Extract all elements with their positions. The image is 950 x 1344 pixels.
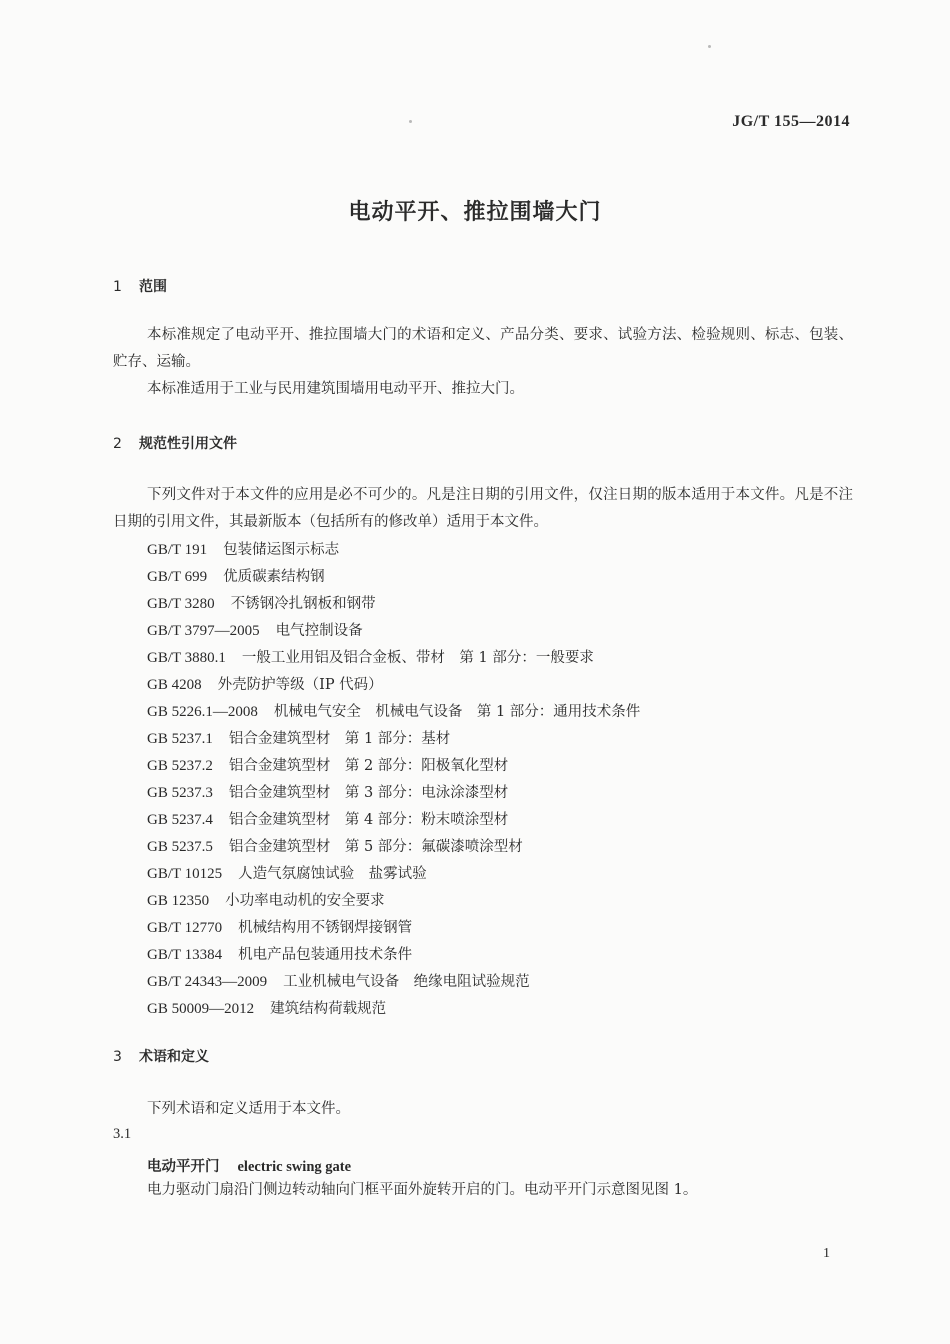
reference-code: GB/T 10125 xyxy=(147,866,223,882)
reference-item xyxy=(147,888,640,915)
reference-code: GB 5237.1 xyxy=(147,731,213,747)
reference-item xyxy=(147,834,640,861)
reference-code: GB/T 3880.1 xyxy=(147,650,226,666)
section-title: 术语和定义 xyxy=(139,1049,209,1065)
reference-code: GB/T 3280 xyxy=(147,596,215,612)
reference-item xyxy=(147,807,640,834)
section-1-heading xyxy=(113,276,167,296)
reference-name: 一般工业用铝及铝合金板、带材 第 1 部分：一般要求 xyxy=(241,650,594,666)
clause-number: 3.1 xyxy=(113,1126,132,1142)
reference-code: GB 5237.2 xyxy=(147,758,213,774)
section-title: 范围 xyxy=(139,279,167,295)
scan-speck xyxy=(708,45,711,48)
reference-code: GB/T 24343—2009 xyxy=(147,974,268,990)
reference-item xyxy=(147,780,640,807)
reference-code: GB/T 699 xyxy=(147,569,208,585)
reference-name: 机械结构用不锈钢焊接钢管 xyxy=(238,920,413,936)
reference-code: GB 5237.5 xyxy=(147,839,213,855)
reference-code: GB/T 12770 xyxy=(147,920,223,936)
reference-name: 铝合金建筑型材 第 5 部分：氟碳漆喷涂型材 xyxy=(228,839,523,855)
reference-name: 外壳防护等级（IP 代码） xyxy=(217,677,383,693)
section-number: 1 xyxy=(113,279,122,295)
reference-code: GB/T 191 xyxy=(147,542,208,558)
reference-item xyxy=(147,861,640,888)
reference-name: 铝合金建筑型材 第 2 部分：阳极氧化型材 xyxy=(228,758,509,774)
scope-paragraph-1: 本标准规定了电动平开、推拉围墙大门的术语和定义、产品分类、要求、试验方法、检验规则、标志、包装、贮存、运输。 xyxy=(113,327,853,370)
reference-item xyxy=(147,672,640,699)
reference-item xyxy=(147,618,640,645)
section-number: 2 xyxy=(113,436,122,452)
reference-name: 建筑结构荷载规范 xyxy=(270,1001,387,1017)
reference-item xyxy=(147,996,640,1023)
standard-code: JG/T 155—2014 xyxy=(732,113,850,130)
reference-name: 工业机械电气设备 绝缘电阻试验规范 xyxy=(283,974,530,990)
reference-code: GB 4208 xyxy=(147,677,202,693)
reference-item xyxy=(147,969,640,996)
term-chinese: 电动平开门 xyxy=(147,1159,220,1175)
scope-paragraph-2: 本标准适用于工业与民用建筑围墙用电动平开、推拉大门。 xyxy=(147,381,524,397)
reference-list xyxy=(147,537,640,1023)
reference-name: 电气控制设备 xyxy=(275,623,363,639)
section-3-heading xyxy=(113,1046,209,1066)
reference-name: 优质碳素结构钢 xyxy=(223,569,325,585)
reference-code: GB/T 3797—2005 xyxy=(147,623,260,639)
reference-name: 机电产品包装通用技术条件 xyxy=(238,947,413,963)
reference-code: GB 12350 xyxy=(147,893,210,909)
reference-name: 铝合金建筑型材 第 4 部分：粉末喷涂型材 xyxy=(228,812,509,828)
reference-item xyxy=(147,645,640,672)
references-intro: 下列文件对于本文件的应用是必不可少的。凡是注日期的引用文件，仅注日期的版本适用于本文件。凡是不注日期的引用文件，其最新版本（包括所有的修改单）适用于本文件。 xyxy=(113,487,853,530)
reference-name: 包装储运图示标志 xyxy=(223,542,340,558)
section-2-heading xyxy=(113,433,237,453)
term-english: electric swing gate xyxy=(237,1159,352,1175)
reference-item xyxy=(147,537,640,564)
reference-name: 铝合金建筑型材 第 3 部分：电泳涂漆型材 xyxy=(228,785,509,801)
reference-item xyxy=(147,591,640,618)
section-number: 3 xyxy=(113,1049,122,1065)
reference-code: GB 5237.4 xyxy=(147,812,213,828)
reference-name: 不锈钢冷扎钢板和钢带 xyxy=(230,596,376,612)
reference-item xyxy=(147,915,640,942)
reference-item xyxy=(147,726,640,753)
reference-item xyxy=(147,564,640,591)
reference-item xyxy=(147,699,640,726)
reference-code: GB 5226.1—2008 xyxy=(147,704,258,720)
reference-item xyxy=(147,753,640,780)
reference-name: 人造气氛腐蚀试验 盐雾试验 xyxy=(238,866,427,882)
reference-code: GB/T 13384 xyxy=(147,947,223,963)
reference-code: GB 5237.3 xyxy=(147,785,213,801)
scan-speck xyxy=(409,120,412,123)
term-entry xyxy=(147,1155,351,1176)
term-definition: 电力驱动门扇沿门侧边转动轴向门框平面外旋转开启的门。电动平开门示意图见图 1。 xyxy=(147,1182,698,1198)
reference-name: 铝合金建筑型材 第 1 部分：基材 xyxy=(228,731,451,747)
page-number: 1 xyxy=(823,1246,830,1261)
terms-intro: 下列术语和定义适用于本文件。 xyxy=(147,1101,350,1117)
document-title: 电动平开、推拉围墙大门 xyxy=(348,200,602,225)
reference-item xyxy=(147,942,640,969)
reference-name: 小功率电动机的安全要求 xyxy=(225,893,385,909)
reference-code: GB 50009—2012 xyxy=(147,1001,255,1017)
reference-name: 机械电气安全 机械电气设备 第 1 部分：通用技术条件 xyxy=(273,704,641,720)
section-title: 规范性引用文件 xyxy=(139,436,237,452)
